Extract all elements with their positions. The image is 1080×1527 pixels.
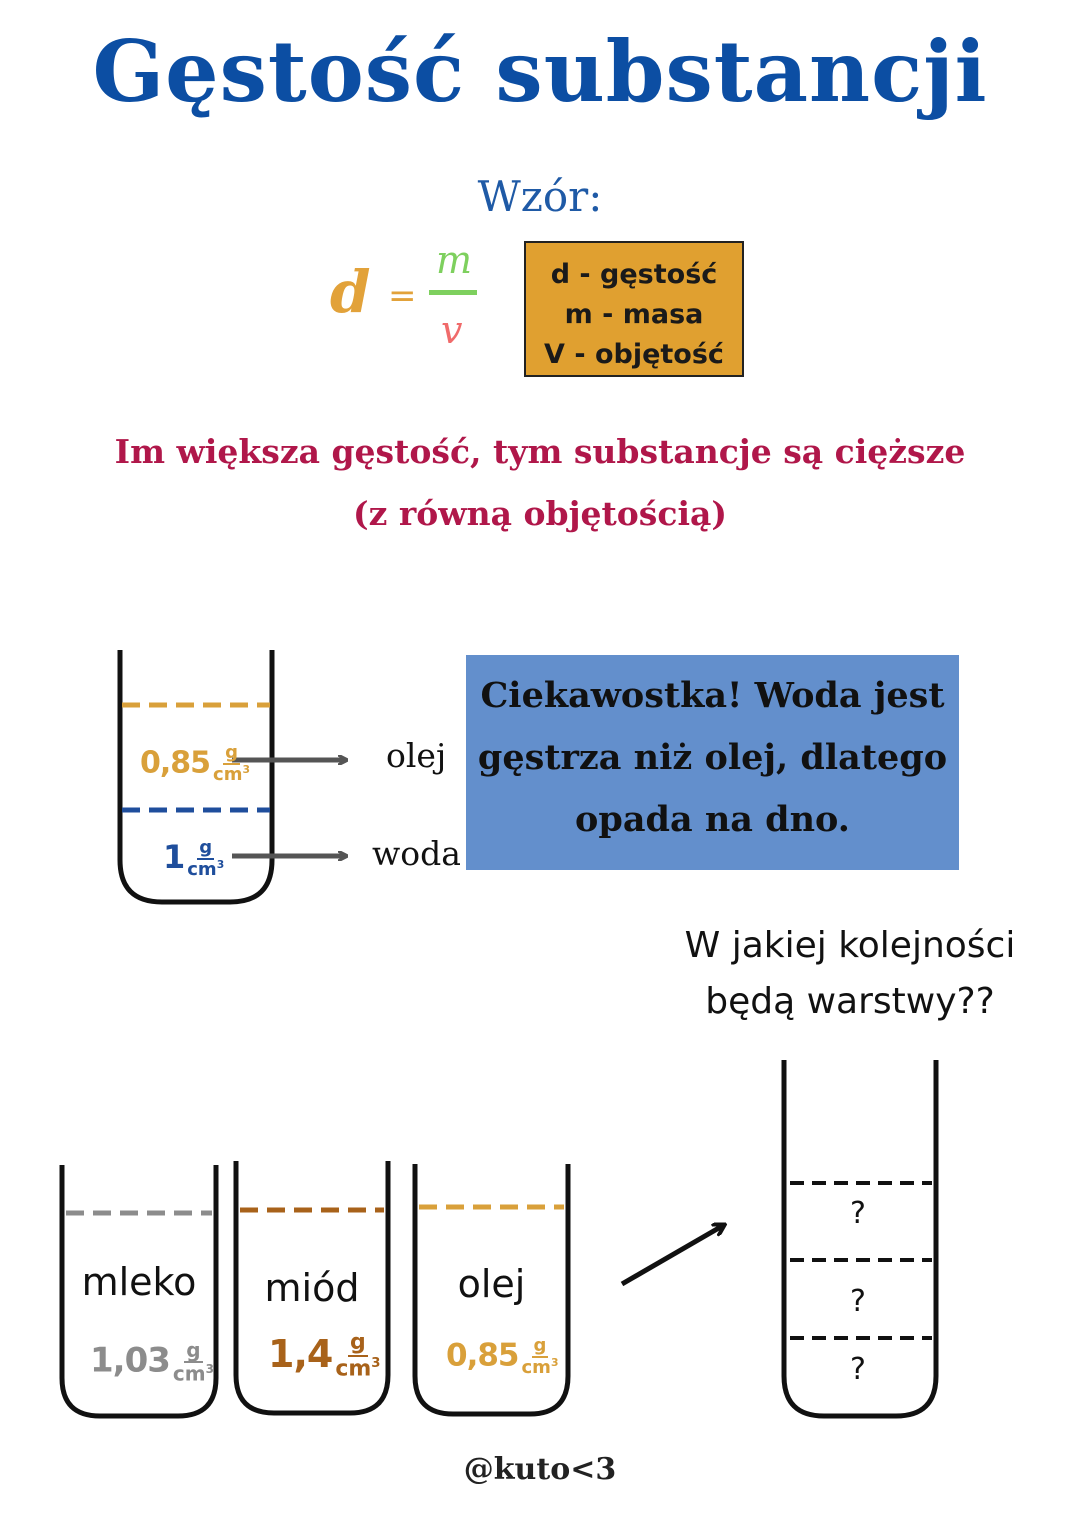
oil-density-label: 0,85 $\frac{g}{cm^3}$ [140, 742, 250, 785]
fact-line-2: gęstrza niż olej, dlatego [477, 737, 948, 778]
formula-m: m [436, 238, 473, 282]
question-line-2: będą warstwy?? [705, 981, 995, 1022]
question-mark-bottom: ? [850, 1352, 866, 1387]
question-mark-top: ? [850, 1196, 866, 1231]
milk-density: 1,03 $\frac{g}{cm^3}$ [90, 1338, 214, 1386]
diagonal-arrow [622, 1225, 724, 1284]
water-density-label: 1 $\frac{g}{cm^3}$ [163, 837, 225, 880]
rule-line-1: Im większa gęstość, tym substancje są cięższe [114, 432, 966, 471]
honey-density: 1,4 $\frac{g}{cm^3}$ [268, 1330, 381, 1382]
page-title: Gęstość substancji [92, 22, 988, 121]
question-line-1: W jakiej kolejności [684, 925, 1016, 966]
formula-equals: = [388, 276, 417, 316]
question-mark-middle: ? [850, 1284, 866, 1319]
layer-question [640, 918, 1060, 1030]
legend-density: d - gęstość [550, 259, 718, 290]
legend-volume: V - objętość [544, 339, 724, 370]
legend-mass: m - masa [564, 299, 704, 330]
milk-name: mleko [81, 1260, 197, 1304]
fun-fact-box [466, 655, 959, 870]
water-label: woda [372, 834, 461, 873]
oil-label: olej [386, 736, 447, 775]
rule-line-2: (z równą objętością) [353, 494, 727, 533]
author-signature: @kuto<3 [463, 1452, 617, 1487]
oil-density: 0,85 $\frac{g}{cm^3}$ [446, 1335, 559, 1378]
honey-name: miód [264, 1266, 360, 1310]
formula-heading: Wzór: [477, 172, 603, 221]
fact-line-3: opada na dno. [575, 799, 850, 840]
fact-line-1: Ciekawostka! Woda jest [480, 675, 945, 716]
formula-v: v [441, 308, 463, 352]
formula-d: d [330, 258, 371, 326]
oil-name: olej [457, 1262, 526, 1306]
